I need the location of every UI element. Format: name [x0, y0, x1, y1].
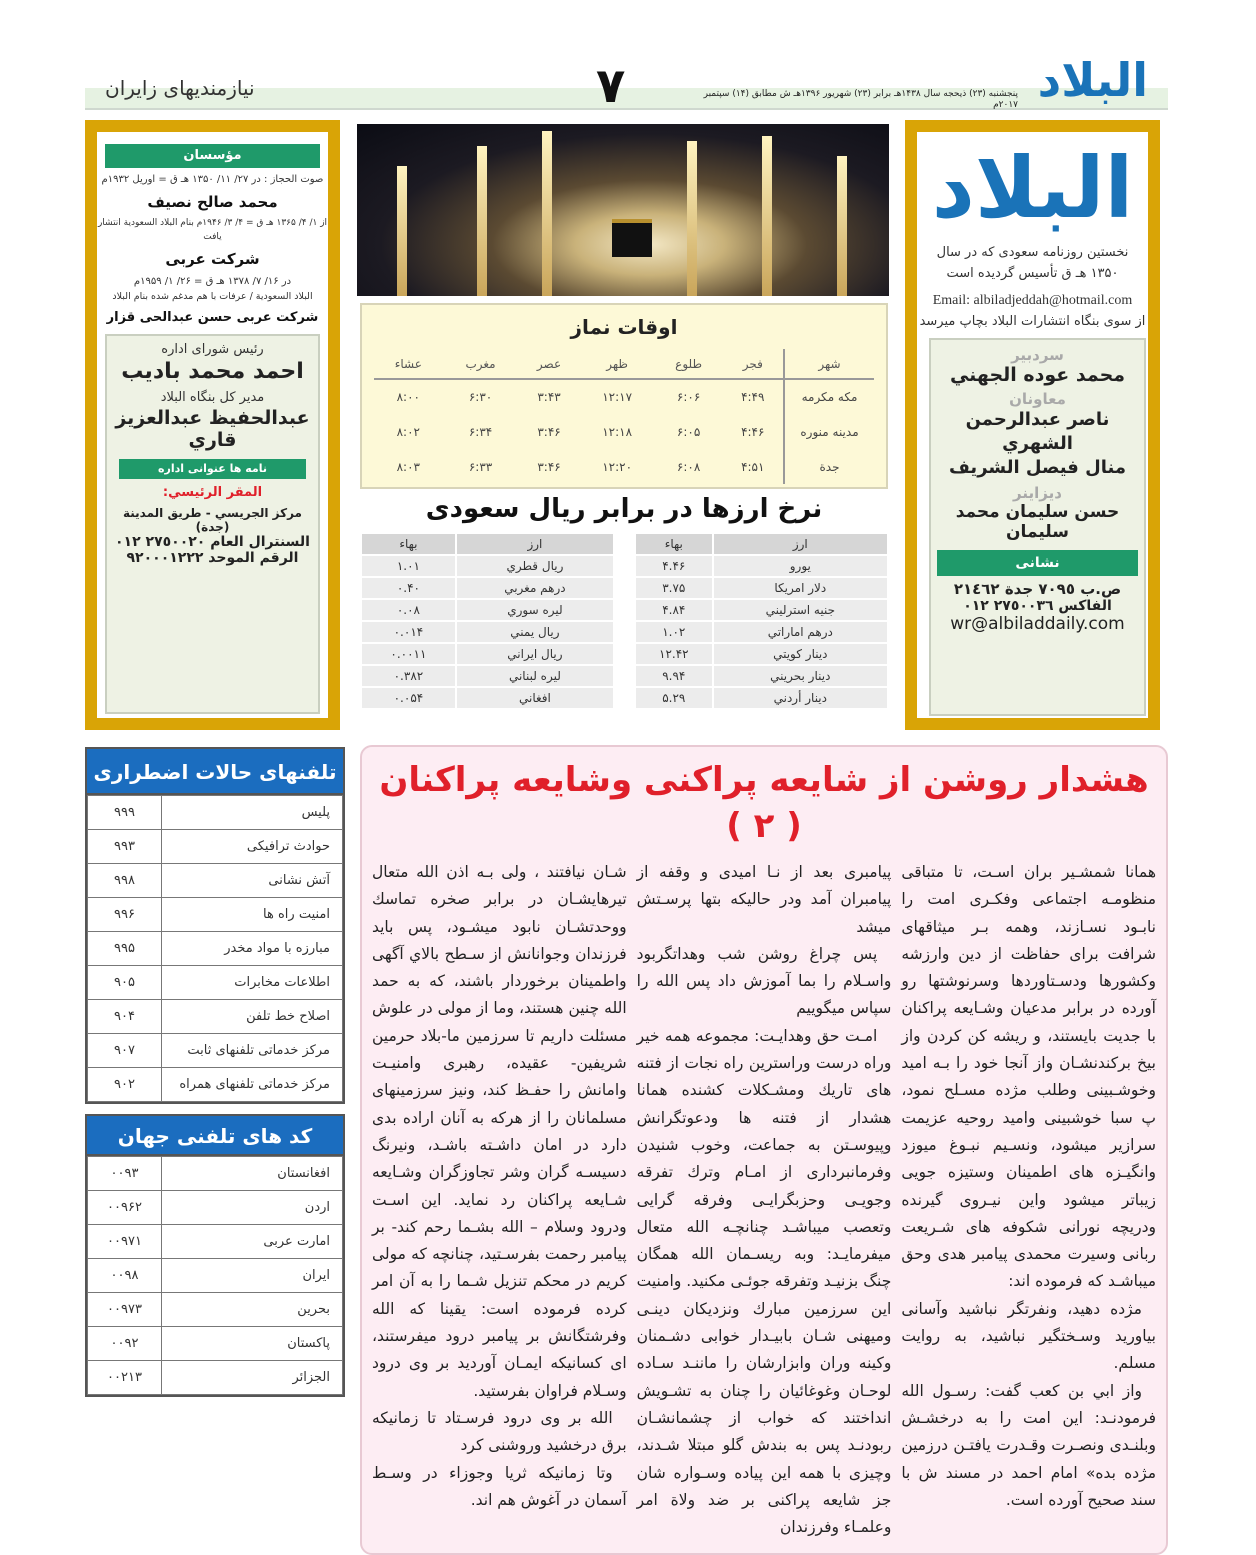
board-label: رئیس شورای اداره	[161, 342, 264, 357]
currency-name: يورو	[713, 555, 888, 577]
currency-rate: ۹.۹۴	[635, 665, 713, 687]
deputy-name: ناصر عبدالرحمن الشهري	[965, 409, 1110, 454]
po-box: ص.ب ٧٠٩٥ جدة ٢١٤٦٢	[953, 580, 1122, 598]
row-label: مبارزه با مواد مخدر	[162, 932, 343, 966]
prayer-time: ۶:۰۵	[676, 424, 701, 439]
currency-name: ريال ايراني	[456, 643, 614, 665]
currency-rate: ۴.۸۴	[635, 599, 713, 621]
table-row	[88, 932, 343, 966]
row-number: ۹۹۵	[88, 932, 162, 966]
prayer-time: ۱۲:۱۷	[602, 390, 633, 404]
currency-row	[635, 577, 888, 599]
designer-label: ديزاينر	[1013, 484, 1062, 502]
row-number: ۹۹۶	[88, 898, 162, 932]
article-columns	[372, 859, 1156, 1541]
article-column	[637, 859, 892, 1541]
contact-email[interactable]: wr@albiladdaily.com	[950, 614, 1125, 634]
prayer-time: ۱۲:۲۰	[602, 459, 633, 474]
city-name: جدة	[784, 449, 874, 484]
city-name: مكه مكرمه	[784, 379, 874, 414]
prayer-time: ۳:۴۶	[537, 424, 561, 439]
prayer-header: مغرب	[443, 349, 519, 379]
table-row	[88, 1293, 343, 1327]
world-codes-title: کد های تلفنی جهان	[87, 1116, 343, 1156]
row-label: امنیت راه ها	[162, 898, 343, 932]
currency-row	[635, 599, 888, 621]
central-phone: السنترال العام ٢٧٥٠٠٢٠ ٠١٢	[115, 534, 310, 550]
founder-name: شركت عربى	[165, 250, 260, 268]
address-label: نشانی	[937, 550, 1138, 576]
row-number: ۰۰۹۶۲	[88, 1191, 162, 1225]
currency-row	[635, 687, 888, 709]
currency-row	[361, 577, 614, 599]
prayer-time: ۸:۰۲	[396, 424, 420, 439]
prayer-time: ۴:۵۱	[741, 459, 765, 474]
currency-rate: ۰.۰۰۱۱	[361, 643, 456, 665]
currency-name: دينار بحريني	[713, 665, 888, 687]
emergency-phones	[85, 747, 345, 1104]
article-headline: هشدار روشن از شایعه پراکنی وشایعه پراکنان ( ۲ )	[379, 760, 1149, 846]
side-column	[85, 747, 345, 1397]
designer-name: حسن سليمان محمد سليمان	[955, 502, 1120, 542]
article-paragraph: شـان نیافتند ، ولی بـه اذن الله متعال تیرهایشـان در برابر صخره تماسك ووحدتشـان نابود میشـود، پس باید فرزندان وجوانانش از سـطح بالاي آگهی واطمینان برخوردار باشند، که به حمد الله چنین هستند، وما از مولی در علوش مسئلت داریم تا سرزمین ما-بلاد حرمین شریفین- عقیده، رهبری وامنیـت وامانش را حفـظ کند، ونیز سرزمینهای مسلمانان را از هرکه به آنان اراده بدی دارد در امان داشـته باشـد، ونیرنگ دسیسـه گران وشر تجاوزگران وشـایعه شـایعه پراکنان رد نماید. این اسـت ودرود وسلام – الله بشـما رحم کند- بر پیامبر رحمت بفرسـتید، چنانچه که مولی کریم در محکم تنزیل شـما را به آن امر کرده فرموده است: یقینا که الله وفرشتگانش بر پیامبر درود میفرستند، ای کسانیکه ایمـان آوردید بر وی درود وسـلام فراوان بفرستید.	[371, 863, 627, 1400]
currency-row	[361, 621, 614, 643]
table-row	[88, 864, 343, 898]
emergency-title: تلفنهای حالات اضطراری	[87, 749, 343, 795]
currency-rate: ۰.۰۱۴	[361, 621, 456, 643]
currency-rate: ۰.۰۸	[361, 599, 456, 621]
minaret	[837, 156, 847, 296]
director-name: عبدالحفيظ عبدالعزيز قاري	[115, 407, 310, 451]
deputies-label: معاونان	[1009, 390, 1066, 408]
currency-rate: ۰.۳۸۲	[361, 665, 456, 687]
prayer-header: فجر	[723, 349, 784, 379]
article-paragraph: پیامبری بعد از نـا امیدی و وقفه از پیامبران آمد ودر حالیکه بتها پرسـتش میشد	[636, 863, 892, 936]
currency-rate: ۱.۰۲	[635, 621, 713, 643]
director-label: مدير كل بنگاه البلاد	[160, 390, 265, 405]
row-number: ۰۰۹۷۳	[88, 1293, 162, 1327]
founder-name: محمد صالح نصيف	[147, 193, 278, 211]
email-link[interactable]: Email: albiladjeddah@hotmail.com	[932, 293, 1133, 308]
currency-rate: ۱.۰۱	[361, 555, 456, 577]
table-row	[88, 1225, 343, 1259]
staff-box	[929, 338, 1146, 716]
minaret	[397, 166, 407, 296]
row-number: ۹۰۵	[88, 966, 162, 1000]
prayer-times-table	[374, 349, 874, 484]
unified-number: الرقم الموحد ٩٢٠٠٠١٢٢٢	[126, 550, 299, 566]
tagline: ۱۳۵۰ هـ ق تأسیس گردیده است	[946, 266, 1119, 281]
currency-row	[635, 643, 888, 665]
prayer-time: ۸:۰۳	[396, 459, 420, 474]
prayer-header: ظهر	[580, 349, 655, 379]
masthead-info	[917, 242, 1148, 332]
publisher-note: از سوی بنگاه انتشارات البلاد بچاپ میرسد	[919, 314, 1146, 329]
table-row	[88, 898, 343, 932]
minaret	[762, 136, 772, 296]
founders-line: صوت الحجاز : در ۲۷/ ۱۱/ ۱۳۵۰ هـ ق = اوریل ۱۹۳۲م	[101, 174, 324, 185]
table-row	[88, 1191, 343, 1225]
management-box	[105, 334, 320, 714]
issue-date: پنجشنبه (۲۳) ذیحجه سال ۱۴۳۸هـ برابر (۲۳) شهریور ۱۳۹۶هـ ش مطابق (۱۴) سپتمبر ۲۰۱۷م	[703, 89, 1018, 110]
article-column	[372, 859, 627, 1541]
currency-name: دينار كويتي	[713, 643, 888, 665]
currency-rate: ۱۲.۴۲	[635, 643, 713, 665]
table-row	[88, 1259, 343, 1293]
row-number: ۰۰۲۱۳	[88, 1361, 162, 1395]
currency-name: دينار أردني	[713, 687, 888, 709]
row-label: پلیس	[162, 796, 343, 830]
row-label: اصلاح خط تلفن	[162, 1000, 343, 1034]
currency-table-left	[360, 532, 615, 710]
prayer-row	[374, 414, 874, 449]
founders-line: در ۱۶/ ۷/ ۱۳۷۸ هـ ق = ۲۶/ ۱/ ۱۹۵۹م	[133, 276, 292, 287]
currency-name: درهم مغربي	[456, 577, 614, 599]
row-label: اطلاعات مخابرات	[162, 966, 343, 1000]
currency-name: ليره لبناني	[456, 665, 614, 687]
row-number: ۹۹۹	[88, 796, 162, 830]
prayer-title: اوقات نماز	[570, 315, 678, 339]
currency-header: بهاء	[635, 533, 713, 555]
row-number: ۰۰۹۷۱	[88, 1225, 162, 1259]
currency-header: ارز	[456, 533, 614, 555]
prayer-time: ۶:۳۰	[468, 390, 493, 404]
currency-row	[635, 621, 888, 643]
table-row	[88, 830, 343, 864]
table-row	[88, 966, 343, 1000]
currency-name: ليره سوري	[456, 599, 614, 621]
prayer-header: شهر	[784, 349, 874, 379]
prayer-times-box	[360, 303, 888, 489]
row-number: ۹۹۳	[88, 830, 162, 864]
prayer-time: ۴:۴۹	[741, 390, 765, 404]
row-label: امارت عربی	[162, 1225, 343, 1259]
currency-row	[361, 643, 614, 665]
row-label: مرکز خدماتی تلفنهای همراه	[162, 1068, 343, 1102]
city-name: مدینه منوره	[784, 414, 874, 449]
currency-rate: ۰.۴۰	[361, 577, 456, 599]
founders-box	[85, 120, 340, 730]
currency-row	[635, 555, 888, 577]
article	[360, 745, 1168, 1555]
currency-name: ريال يمني	[456, 621, 614, 643]
prayer-time: ۶:۳۳	[468, 459, 493, 474]
currency-name: ريال قطري	[456, 555, 614, 577]
hq-address: مركز الجريسي - طريق المدينة (جدة)	[123, 506, 302, 534]
section-title: نیازمندیهای زایران	[105, 76, 255, 100]
founders-title: مؤسسان	[105, 144, 320, 168]
prayer-header: طلوع	[655, 349, 723, 379]
currency-name: افغاني	[456, 687, 614, 709]
currency-header: ارز	[713, 533, 888, 555]
currency-header: بهاء	[361, 533, 456, 555]
editor-name: محمد عوده الجهني	[949, 364, 1126, 386]
currency-row	[361, 665, 614, 687]
table-row	[88, 796, 343, 830]
deputy-name: منال فيصل الشريف	[949, 457, 1126, 478]
board-name: احمد محمد باديب	[121, 359, 304, 384]
table-row	[88, 1000, 343, 1034]
currency-name: جنيه استرليني	[713, 599, 888, 621]
prayer-time: ۱۲:۱۸	[602, 424, 633, 439]
prayer-time: ۸:۰۰	[396, 390, 420, 404]
prayer-header: عصر	[519, 349, 580, 379]
table-row	[88, 1327, 343, 1361]
prayer-header: عشاء	[374, 349, 443, 379]
article-paragraph: واز ابي بن كعب گفت: رسـول الله فرمودنـد: این امت را به درخشـش وبلنـدی ونصـرت وقـدرت یافتـن درزمین مژده بده» امام احمد در مسند ش با سند صحیح آورده است.	[901, 1381, 1156, 1509]
prayer-time: ۴:۴۶	[741, 424, 765, 439]
founder-name: شركت عربى حسن عبدالحى قزار	[106, 310, 319, 325]
hq-label: المقر الرئيسي:	[162, 485, 263, 500]
kaaba	[612, 219, 652, 257]
row-number: ۰۰۹۲	[88, 1327, 162, 1361]
currency-row	[361, 687, 614, 709]
currency-rate: ۰.۰۵۴	[361, 687, 456, 709]
article-paragraph: وتا زمانیکه ثریا وجوزاء در وسـط آسمان در آغوش هم اند.	[371, 1463, 627, 1509]
prayer-time: ۳:۴۶	[537, 459, 561, 474]
minaret	[477, 146, 487, 296]
currency-row	[361, 555, 614, 577]
fax: الفاكس ٢٧٥٠٠٣٦ ٠١٢	[963, 598, 1112, 614]
masthead-box	[905, 120, 1160, 730]
editor-label: سردبیر	[1011, 346, 1064, 364]
article-paragraph: همانا شمشـیر بران اسـت، تا متباقی منظومـه اجتماعی وفکـری امت را نابـود نسـازند، وهمه بـر میثاقهای شرافت برای حفاظت از دین وارزشه وکشورها ودسـتاوردها وسرنوشتها رو آورده در برابر مدعیان وشـایعه پراکنان با جدیت بایستند، و ریشه کن کردن واز بیخ برکندنشـان واز آنجا خود را بـه امید وخوشـبینی وطلب مژده مسـلح نمود، پ سبا خوشبینی وامید روحیه عزیمت سرازیر میشود، ونسـیم نبـوغ میوزد وانگیـزه های اطمینان وستیزه جویی زیباتر میشود واین نیـروی گیرنده ودریچه نورانی شکوفه های شـریعت ربانی وسیرت محمدی پیامبر هدی وحق میباشـد که فرموده اند:	[901, 863, 1156, 1291]
newspaper-logo: البلاد	[1037, 53, 1148, 107]
row-label: پاکستان	[162, 1327, 343, 1361]
currency-rate: ۴.۴۶	[635, 555, 713, 577]
currency-rate: ۵.۲۹	[635, 687, 713, 709]
currency-name: دلار امريكا	[713, 577, 888, 599]
world-codes	[85, 1114, 345, 1397]
currency-title: نرخ ارزها در برابر ريال سعودى	[425, 494, 823, 524]
row-label: الجزائر	[162, 1361, 343, 1395]
minaret	[687, 141, 697, 296]
currency-rate: ۳.۷۵	[635, 577, 713, 599]
prayer-time: ۶:۳۴	[468, 424, 493, 439]
currency-row	[361, 599, 614, 621]
minaret	[542, 131, 552, 296]
currency-table-right	[634, 532, 889, 710]
mecca-photo	[357, 124, 889, 296]
founders-history	[97, 172, 328, 328]
row-label: حوادث ترافیکی	[162, 830, 343, 864]
table-row	[88, 1157, 343, 1191]
table-row	[88, 1361, 343, 1395]
article-paragraph: پس چراغ روشن شب وهداتگربود واسـلام را بما آموزش داد پس الله را سپاس میگوییم	[636, 944, 892, 1018]
currency-name: درهم اماراتي	[713, 621, 888, 643]
prayer-row	[374, 449, 874, 484]
mail-title: نامه ها عنوانى اداره	[119, 459, 306, 479]
founders-line: از ۱/ ۴/ ۱۳۶۵ هـ ق = ۴/ ۳/ ۱۹۴۶م بنام البلاد السعودية انتشار يافت	[97, 218, 328, 242]
masthead-logo: البلاد	[931, 139, 1134, 237]
row-number: ۹۰۷	[88, 1034, 162, 1068]
table-row	[88, 1034, 343, 1068]
row-label: ایران	[162, 1259, 343, 1293]
row-label: بحرین	[162, 1293, 343, 1327]
row-label: مرکز خدماتی تلفنهای ثابت	[162, 1034, 343, 1068]
page-number: ۷	[596, 58, 626, 114]
row-number: ۹۰۲	[88, 1068, 162, 1102]
row-label: آتش نشانی	[162, 864, 343, 898]
article-column	[901, 859, 1156, 1541]
row-label: افغانستان	[162, 1157, 343, 1191]
founders-line: البلاد السعودية / عرفات با هم مدغم شده بنام البلاد	[112, 291, 313, 302]
prayer-time: ۳:۴۳	[537, 390, 561, 404]
prayer-time: ۶:۰۶	[676, 390, 701, 404]
prayer-time: ۶:۰۸	[676, 459, 701, 474]
row-number: ۹۹۸	[88, 864, 162, 898]
row-number: ۰۰۹۳	[88, 1157, 162, 1191]
article-paragraph: الله بر وی درود فرسـتاد تا زمانیکه برق درخشید وروشنی کرد	[371, 1408, 627, 1455]
article-paragraph: مژده دهید، ونفرتگر نباشید وآسانی بیاورید وسـختگیر نباشید، به روایت مسلم.	[901, 1299, 1156, 1373]
prayer-row	[374, 379, 874, 414]
tagline: نخستین روزنامه سعودی که در سال	[936, 245, 1129, 260]
row-number: ۹۰۴	[88, 1000, 162, 1034]
table-row	[88, 1068, 343, 1102]
row-number: ۰۰۹۸	[88, 1259, 162, 1293]
article-paragraph: امـت حق وهدایـت: مجموعه همه خیر وراه درست وراسترین راه نجات از فتنه های تاريك ومشـكلات كشنده همانا هشدار از فتنه ها ودعوتگرانش وپیوسـتن به جماعت، وخوب شنیدن وفرمانبرداری از امـام وترك تفرقه وجویـی وحزبگرایـی وفرقه گرایی وتعصب میباشـد چنانچـه الله متعال میفرمایـد: وبه ریسـمان الله همگان چنگ بزنیـد وتفرقه جوئـی مکنید. وامنیت این سرزمین مبارك ونزدیکان دینـی ومیهنی شـان بابیـدار خوابی دشـمنان وکینه وران وابزارشان را ماننـد سـاده لوحـان وغوغائیان را چنان به تشـویش انداختند که خواب از چشمانشـان ربودنـد پس به بندش گلو مبتلا شـدند، وچیزی با همه این پیاده وسـواره شان جز شایعه پراکنی بر ضد ولاة امر وعلمـاء وفرزندان	[636, 1026, 892, 1537]
currency-row	[635, 665, 888, 687]
row-label: اردن	[162, 1191, 343, 1225]
